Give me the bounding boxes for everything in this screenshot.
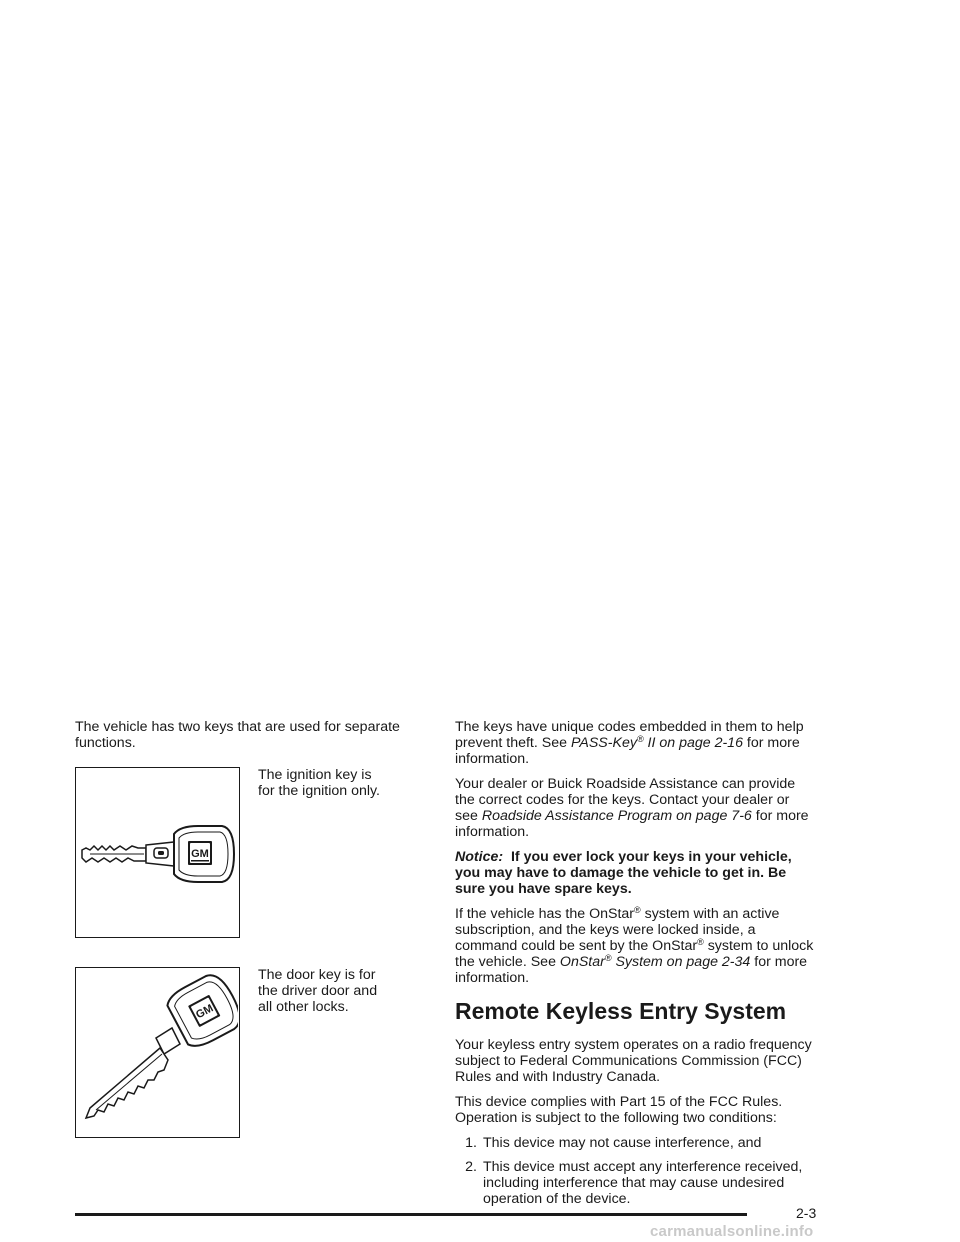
text-span: for more information. <box>455 735 800 767</box>
conditions-list <box>455 1135 815 1207</box>
link-text: System on page 2-34 <box>611 954 751 970</box>
list-number: 1. <box>465 1135 477 1151</box>
text-span: Your dealer or Buick Roadside Assistance can provide the correct codes for the keys. Contact your dealer or see <box>455 776 796 824</box>
link-onstar-system[interactable] <box>560 954 750 970</box>
text-span: for more information. <box>455 808 809 840</box>
link-text: II on page 2-16 <box>643 735 743 751</box>
right-column <box>455 719 815 1215</box>
ignition-key-caption: The ignition key is for the ignition only. <box>258 767 380 799</box>
link-roadside-assistance[interactable]: Roadside Assistance Program on page 7-6 <box>481 808 752 824</box>
watermark: carmanualsonline.info <box>650 1223 814 1240</box>
link-text: OnStar <box>559 954 605 970</box>
text-span: system to unlock the vehicle. See <box>455 938 814 970</box>
door-key-icon <box>76 968 238 1136</box>
text-span: If the vehicle has the OnStar <box>455 906 635 922</box>
door-key-gm-logo: GM <box>194 1002 216 1022</box>
paragraph-onstar <box>455 906 815 986</box>
paragraph-fcc: This device complies with Part 15 of the FCC Rules. Operation is subject to the following two conditions: <box>455 1094 783 1126</box>
notice-label: Notice: <box>455 849 504 865</box>
door-key-caption: The door key is for the driver door and all other locks. <box>258 967 378 1015</box>
text-span: system with an active subscription, and the keys were locked inside, a command could be sent by the OnStar <box>455 906 780 954</box>
registered-mark: ® <box>634 905 641 915</box>
ignition-key-gm-logo: GM <box>191 848 209 860</box>
page-number: 2-3 <box>796 1205 817 1221</box>
door-key-figure <box>75 967 240 1138</box>
notice-text: If you ever lock your keys in your vehicle, you may have to damage the vehicle to get in. Be sure you have spare keys. <box>455 849 792 897</box>
notice-paragraph <box>455 849 815 897</box>
paragraph-key-codes <box>455 719 815 767</box>
footer-rule <box>75 1213 747 1216</box>
link-text: PASS-Key <box>570 735 637 751</box>
registered-mark: ® <box>636 734 644 744</box>
paragraph-keyless-entry: Your keyless entry system operates on a radio frequency subject to Federal Communications Commission (FCC) Rules and with Industry Canada. <box>455 1037 812 1085</box>
link-pass-key[interactable] <box>571 735 743 751</box>
registered-mark: ® <box>604 953 612 963</box>
list-item <box>455 1159 815 1207</box>
ignition-key-icon <box>76 768 238 936</box>
paragraph-dealer <box>455 776 815 840</box>
list-item <box>455 1135 815 1151</box>
section-heading: Remote Keyless Entry System <box>455 998 787 1024</box>
list-text: This device may not cause interference, and <box>483 1135 762 1151</box>
ignition-key-figure <box>75 767 240 938</box>
list-number: 2. <box>465 1159 477 1175</box>
registered-mark: ® <box>697 937 704 947</box>
text-span: for more information. <box>455 954 808 986</box>
text-span: The keys have unique codes embedded in them to help prevent theft. See <box>455 719 804 751</box>
list-text: This device must accept any interference received, including interference that may cause undesired operation of the device. <box>483 1159 803 1207</box>
intro-paragraph: The vehicle has two keys that are used for separate functions. <box>75 719 400 751</box>
